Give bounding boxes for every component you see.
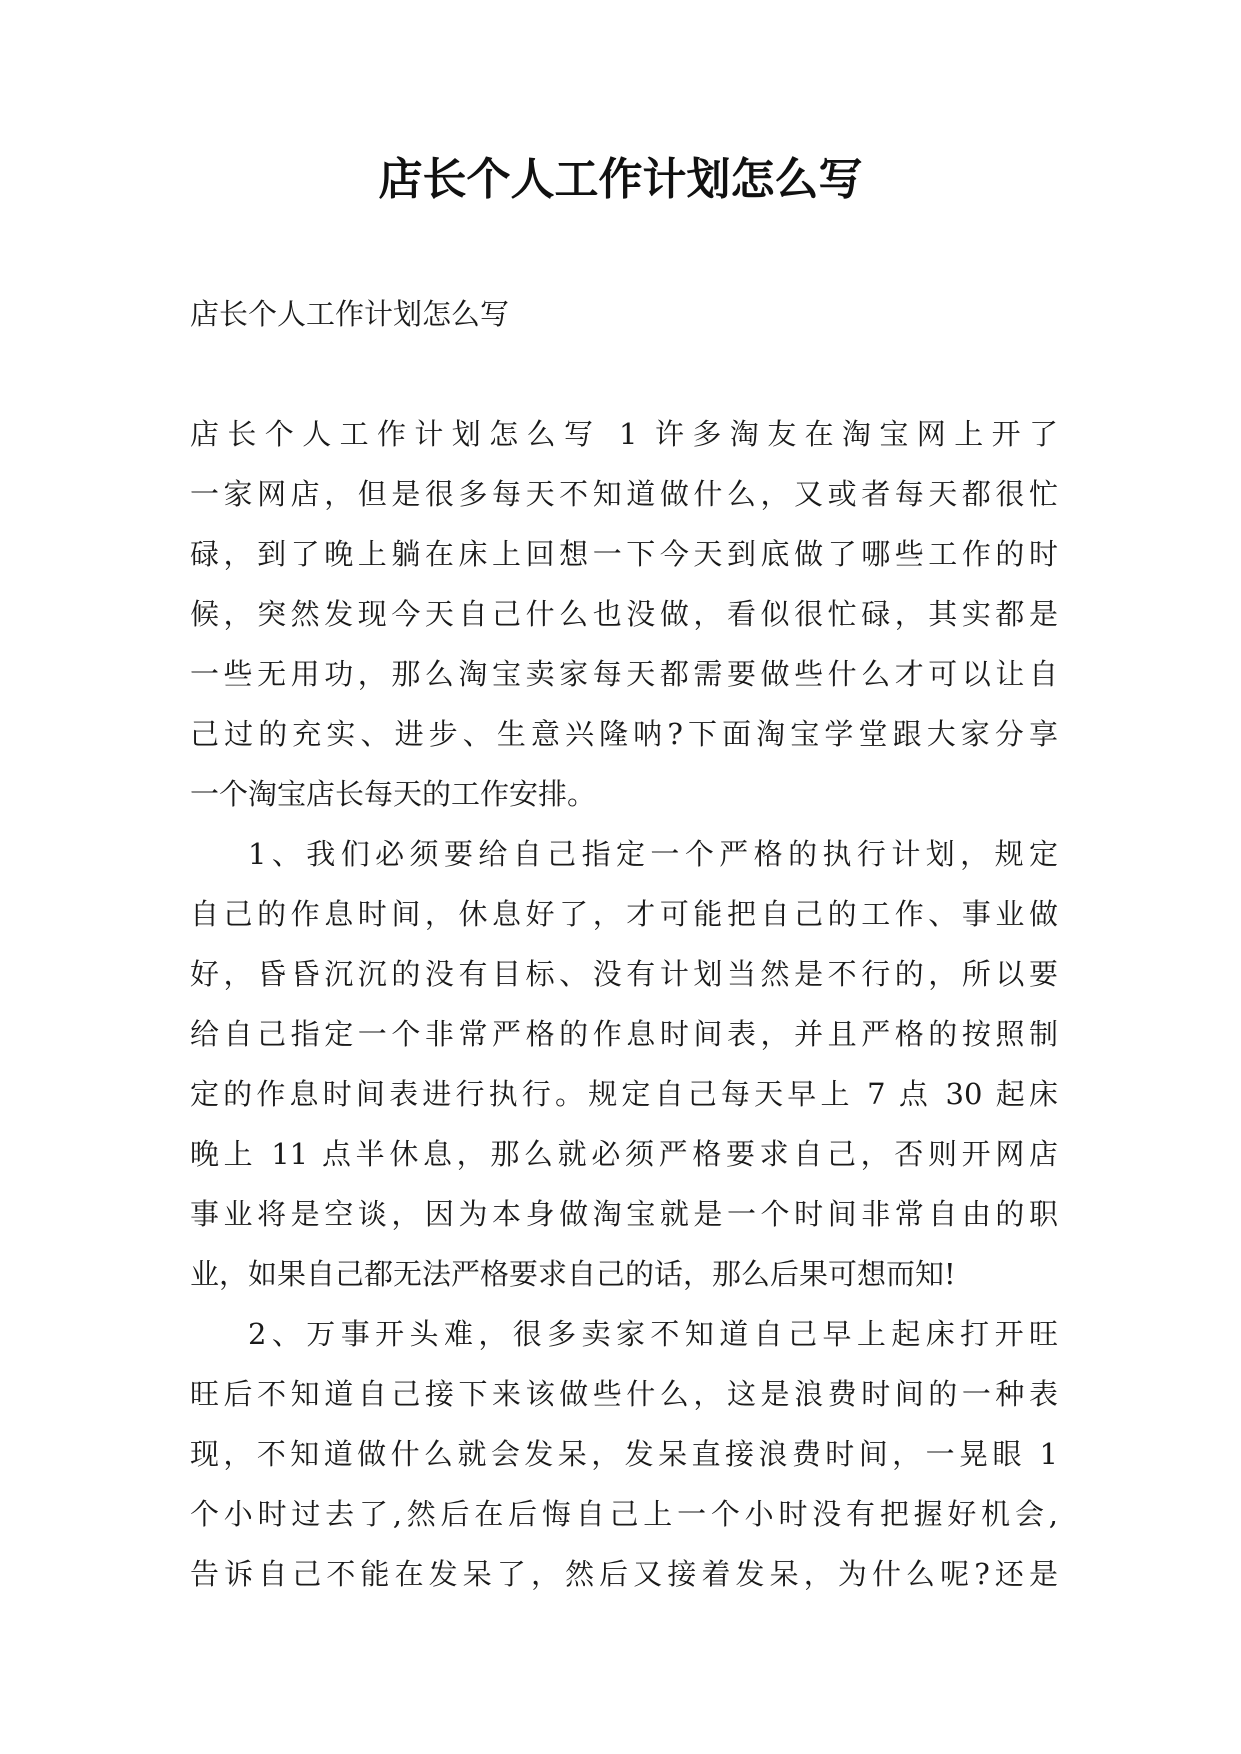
document-body bbox=[190, 404, 1058, 1604]
body-line: 旺后不知道自己接下来该做些什么，这是浪费时间的一种表 bbox=[190, 1377, 1058, 1411]
body-line: 好，昏昏沉沉的没有目标、没有计划当然是不行的，所以要 bbox=[190, 957, 1058, 991]
body-line: 一家网店，但是很多每天不知道做什么，又或者每天都很忙 bbox=[190, 477, 1058, 511]
body-line: 己过的充实、进步、生意兴隆呐?下面淘宝学堂跟大家分享 bbox=[190, 717, 1058, 751]
body-line: 2、万事开头难，很多卖家不知道自己早上起床打开旺 bbox=[248, 1317, 1058, 1351]
document-subtitle: 店长个人工作计划怎么写 bbox=[190, 297, 510, 331]
document-title: 店长个人工作计划怎么写 bbox=[378, 154, 863, 205]
body-line: 1、我们必须要给自己指定一个严格的执行计划，规定 bbox=[248, 837, 1058, 871]
body-line: 自己的作息时间，休息好了，才可能把自己的工作、事业做 bbox=[190, 897, 1058, 931]
body-line: 一些无用功，那么淘宝卖家每天都需要做些什么才可以让自 bbox=[190, 657, 1058, 691]
body-line: 碌，到了晚上躺在床上回想一下今天到底做了哪些工作的时 bbox=[190, 537, 1058, 571]
body-line: 业，如果自己都无法严格要求自己的话，那么后果可想而知! bbox=[190, 1257, 956, 1291]
body-line: 告诉自己不能在发呆了，然后又接着发呆，为什么呢?还是 bbox=[190, 1557, 1058, 1591]
body-line: 事业将是空谈，因为本身做淘宝就是一个时间非常自由的职 bbox=[190, 1197, 1058, 1231]
body-line: 候，突然发现今天自己什么也没做，看似很忙碌，其实都是 bbox=[190, 597, 1058, 631]
body-line: 给自己指定一个非常严格的作息时间表，并且严格的按照制 bbox=[190, 1017, 1058, 1051]
body-line: 一个淘宝店长每天的工作安排。 bbox=[190, 777, 597, 811]
body-line: 个小时过去了,然后在后悔自己上一个小时没有把握好机会, bbox=[190, 1497, 1058, 1531]
body-line: 现，不知道做什么就会发呆，发呆直接浪费时间，一晃眼 1 bbox=[190, 1437, 1058, 1471]
body-line: 晚上 11 点半休息，那么就必须严格要求自己，否则开网店 bbox=[190, 1137, 1058, 1171]
body-line: 店长个人工作计划怎么写 1 许多淘友在淘宝网上开了 bbox=[190, 417, 1058, 451]
body-line: 定的作息时间表进行执行。规定自己每天早上 7 点 30 起床 bbox=[190, 1077, 1058, 1111]
